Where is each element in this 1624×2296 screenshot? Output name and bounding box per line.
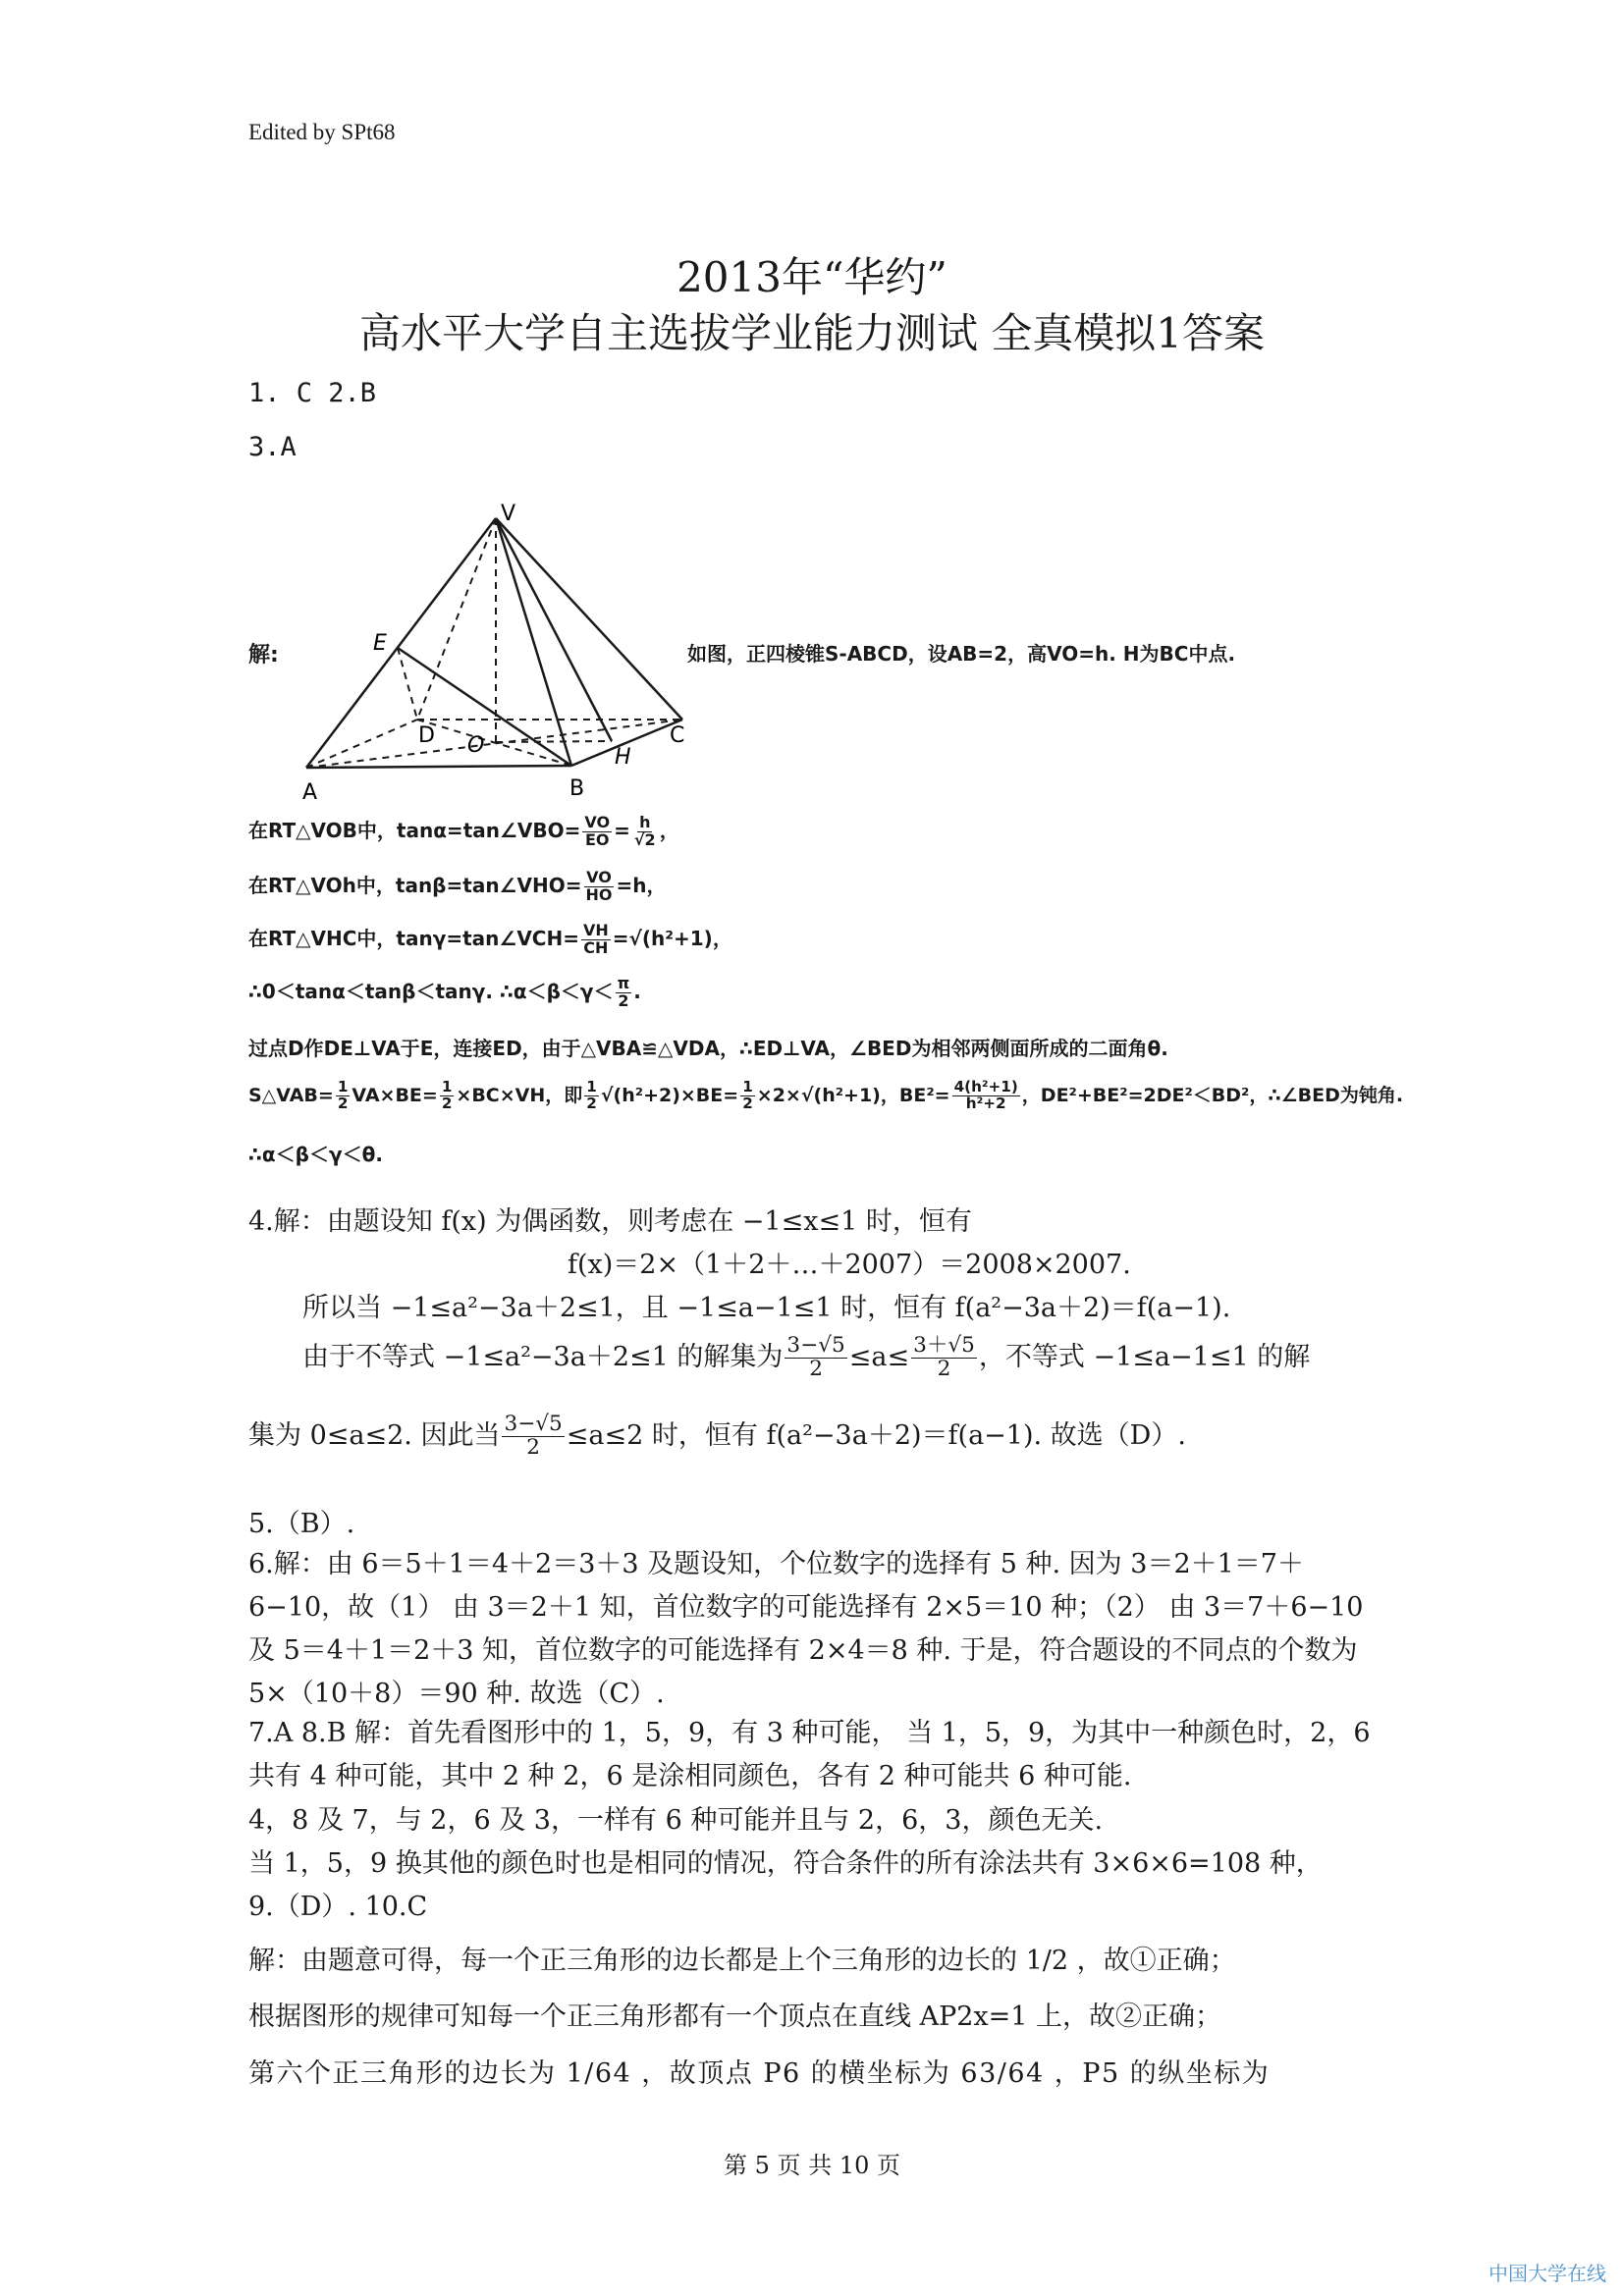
page-title-main: 高水平大学自主选拔学业能力测试 全真模拟1答案 [358,309,1266,357]
edge-vc [496,518,682,720]
page-title-year: 2013年“华约” [677,253,947,301]
q4-line-4: 由于不等式 −1≤a²−3a＋2≤1 的解集为 $\frac{3-√5}{2}$ ≤a≤ $\frac{3+√5}{2}$ ，不等式 −1≤a−1≤1 的解 [302,1333,1311,1381]
q3-line-2: 在RT△VOh中，tanβ=tan∠VHO= $\frac{VO}{HO}$ =h， [248,868,667,904]
q3-line-6: S△VAB= $\frac{1}{2}$ VA×BE= $\frac{1}{2}$ ×BC×VH，即 $\frac{1}{2}$ √(h²+2)×BE= $\frac{1}{2}$ ×2×√(h²+1)，BE²= $\frac{\text{4(h²+1)}}{\text{h²+2}}$ ，DE²+BE²=2DE²＜BD²，∴∠BED为钝角. [248,1078,1404,1112]
label-a: A [302,780,318,805]
q3-line-3: 在RT△VHC中，tanγ=tan∠VCH= $\frac{VH}{CH}$ =√(h²+1)， [248,921,732,957]
edge-oh [496,741,612,742]
q3-line-7: ∴α＜β＜γ＜θ. [248,1143,383,1166]
watermark: 中国大学在线 [1489,2262,1606,2285]
header-editor: Edited by SPt68 [248,120,396,144]
label-o: O [467,733,485,758]
page-footer: 第 5 页 共 10 页 [724,2152,900,2179]
q10-line-1: 解：由题意可得，每一个正三角形的边长都是上个三角形的边长的 1/2 ，故①正确； [248,1946,1236,1976]
q8-line-2: 4，8 及 7，与 2，6 及 3，一样有 6 种可能并且与 2，6，3，颜色无关. [248,1805,1104,1836]
q6-solution: 6.解：由 6＝5＋1＝4＋2＝3＋3 及题设知，个位数字的选择有 5 种. 因为 3＝2＋1＝7＋6−10，故（1） 由 3＝2＋1 知，首位数字的可能选择有 2×5＝10 种；（2） 由 3＝7＋6−10 及 5＝4＋1＝2＋3 知，首位数字的可能选择有 2×4＝8 种. 于是，符合题设的不同点的个数为 5×（10＋8）＝90 种. 故选（C）. [248,1549,1364,1709]
edge-va [306,518,496,768]
label-c: C [670,723,685,748]
q10-line-3: 第六个正三角形的边长为 1/64 ，故顶点 P6 的横坐标为 63/64 ，P5 的纵坐标为 [248,2058,1271,2089]
q7-8-solution: 7.A 8.B 解：首先看图形中的 1，5，9，有 3 种可能， 当 1，5，9，为其中一种颜色时，2，6 共有 4 种可能，其中 2 种 2，6 是涂相同颜色，各有 2 种可能共 6 种可能. [248,1718,1371,1791]
q3-line-1: 在RT△VOB中，tanα=tan∠VBO= $\frac{VO}{EO}$ = $\frac{h}{√2}$ ， [248,813,679,849]
edge-vd [417,518,496,720]
label-d: D [418,723,435,748]
q4-line-5: 集为 0≤a≤2. 因此当 $\frac{3-√5}{2}$ ≤a≤2 时，恒有 f(a²−3a＋2)＝f(a−1). 故选（D）. [248,1412,1186,1460]
label-v: V [501,502,516,526]
q3-intro: 如图，正四棱锥S-ABCD，设AB=2，高VO=h. H为BC中点. [687,642,1236,666]
q4-line-2: f(x)＝2×（1＋2＋…＋2007）＝2008×2007. [568,1250,1131,1280]
answer-1-2: 1. C 2.B [248,378,377,408]
q3-line-5: 过点D作DE⊥VA于E，连接ED，由于△VBA≌△VDA，∴ED⊥VA，∠BED为相邻两侧面所成的二面角θ. [248,1037,1168,1060]
pyramid-figure [295,491,707,815]
label-e: E [373,631,387,656]
q9-10-answer: 9.（D）. 10.C [248,1892,428,1922]
label-h: H [615,745,631,770]
edge-eb [398,648,571,766]
q8-line-3: 当 1，5，9 换其他的颜色时也是相同的情况，符合条件的所有涂法共有 3×6×6=108 种， [248,1848,1323,1879]
q10-line-2: 根据图形的规律可知每一个正三角形都有一个顶点在直线 AP2x=1 上，故②正确； [248,2002,1222,2032]
q4-line-1: 4.解：由题设知 f(x) 为偶函数，则考虑在 −1≤x≤1 时，恒有 [248,1206,972,1237]
answer-3: 3.A [248,432,297,462]
edge-ab [306,766,571,768]
q5-answer: 5.（B）. [248,1509,355,1539]
q4-line-3: 所以当 −1≤a²−3a＋2≤1，且 −1≤a−1≤1 时，恒有 f(a²−3a＋2)＝f(a−1). [302,1293,1231,1323]
q3-jie: 解: [248,643,279,667]
q3-line-4: ∴0＜tanα＜tanβ＜tanγ. ∴α＜β＜γ＜ $\frac{\pi}{2}$ . [248,974,641,1010]
label-b: B [569,776,585,801]
